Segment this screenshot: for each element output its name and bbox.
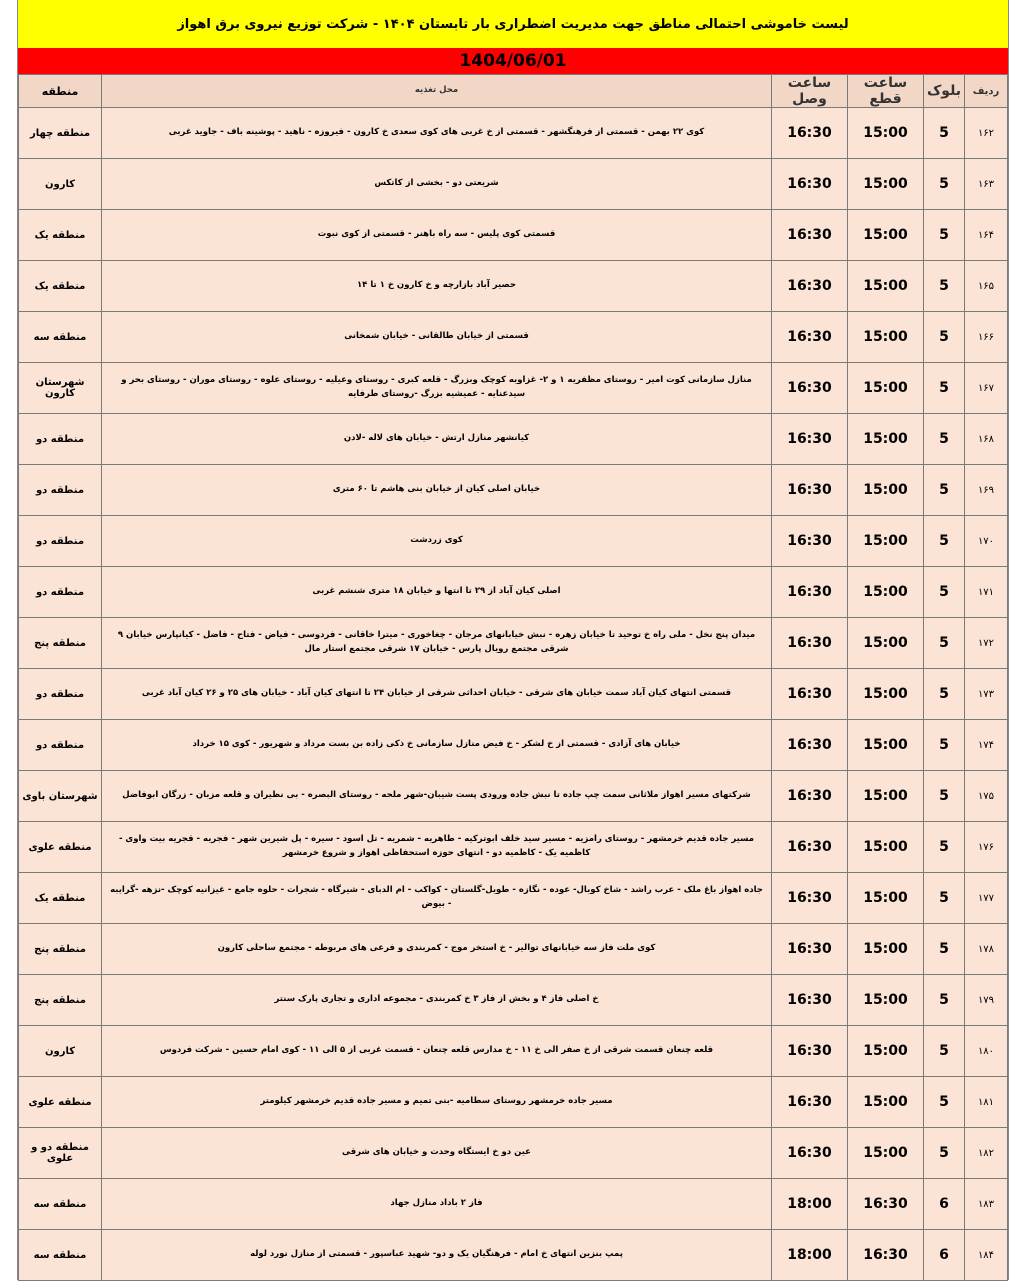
header-cut-time: ساعت قطع xyxy=(848,75,924,108)
cell-cut-time: 15:00 xyxy=(848,618,924,669)
cell-connect-time: 16:30 xyxy=(772,1026,848,1077)
cell-region: منطقه یک xyxy=(19,261,102,312)
cell-feed-location: حصیر آباد بازارچه و خ کارون خ ۱ تا ۱۴ xyxy=(102,261,772,312)
table-body xyxy=(19,108,1008,1281)
cell-block: 5 xyxy=(924,618,965,669)
cell-cut-time: 16:30 xyxy=(848,1230,924,1281)
cell-connect-time: 16:30 xyxy=(772,108,848,159)
table-row xyxy=(19,210,1008,261)
cell-row-number: ۱۸۴ xyxy=(965,1230,1008,1281)
cell-region: منطقه یک xyxy=(19,873,102,924)
cell-block: 5 xyxy=(924,312,965,363)
cell-block: 5 xyxy=(924,720,965,771)
cell-row-number: ۱۷۵ xyxy=(965,771,1008,822)
cell-block: 5 xyxy=(924,516,965,567)
cell-cut-time: 16:30 xyxy=(848,1179,924,1230)
cell-row-number: ۱۷۹ xyxy=(965,975,1008,1026)
cell-row-number: ۱۷۳ xyxy=(965,669,1008,720)
cell-connect-time: 16:30 xyxy=(772,567,848,618)
cell-row-number: ۱۷۴ xyxy=(965,720,1008,771)
cell-connect-time: 16:30 xyxy=(772,873,848,924)
cell-block: 5 xyxy=(924,363,965,414)
table-row xyxy=(19,363,1008,414)
cell-block: 5 xyxy=(924,210,965,261)
cell-cut-time: 15:00 xyxy=(848,516,924,567)
table-row xyxy=(19,261,1008,312)
cell-block: 6 xyxy=(924,1230,965,1281)
cell-region: منطقه یک xyxy=(19,210,102,261)
table-row xyxy=(19,108,1008,159)
table-row xyxy=(19,465,1008,516)
cell-row-number: ۱۶۳ xyxy=(965,159,1008,210)
cell-connect-time: 16:30 xyxy=(772,414,848,465)
cell-row-number: ۱۶۸ xyxy=(965,414,1008,465)
header-feed-location: محل تغذیه xyxy=(102,75,772,108)
table-row xyxy=(19,873,1008,924)
cell-cut-time: 15:00 xyxy=(848,567,924,618)
cell-feed-location: قسمتی کوی پلیس - سه راه باهنر - قسمتی از کوی نبوت xyxy=(102,210,772,261)
cell-row-number: ۱۶۵ xyxy=(965,261,1008,312)
cell-connect-time: 16:30 xyxy=(772,465,848,516)
table-row xyxy=(19,1128,1008,1179)
cell-region: منطقه سه xyxy=(19,1230,102,1281)
cell-connect-time: 16:30 xyxy=(772,261,848,312)
cell-connect-time: 16:30 xyxy=(772,924,848,975)
table-row xyxy=(19,516,1008,567)
cell-cut-time: 15:00 xyxy=(848,210,924,261)
cell-block: 5 xyxy=(924,465,965,516)
cell-region: منطقه علوی xyxy=(19,822,102,873)
cell-feed-location: مسیر جاده قدیم خرمشهر - روستای رامزیه - مسیر سید خلف ابوترکیه - طاهریه - شمریه - تل اسود - سیره - پل شیرین شهر - فجریه - قجریه بیت واوی - کاظمیه یک - کاظمیه دو - انتهای حوزه استحفاظی اهواز و شروع خرمشهر xyxy=(102,822,772,873)
cell-region: منطقه دو xyxy=(19,465,102,516)
date-banner: 1404/06/01 xyxy=(18,48,1008,74)
document-frame xyxy=(17,0,1009,1280)
table-row xyxy=(19,924,1008,975)
cell-feed-location: جاده اهواز باغ ملک - عرب راشد - شاخ کوبال- عوده - نگازه - طویل-گلستان - کواکب - ام الدبای - شیرگاه - شجرات - حلوه جامع - غیزانیه کوچک -نزهه -گرایبه - بیوض xyxy=(102,873,772,924)
cell-cut-time: 15:00 xyxy=(848,1077,924,1128)
table-row xyxy=(19,771,1008,822)
cell-block: 5 xyxy=(924,159,965,210)
cell-cut-time: 15:00 xyxy=(848,465,924,516)
cell-feed-location: قسمتی انتهای کیان آباد سمت خیابان های شرقی - خیابان احداثی شرقی از خیابان ۲۴ تا انتهای کیان آباد - خیابان های ۲۵ و ۲۶ کیان آباد غربی xyxy=(102,669,772,720)
cell-block: 5 xyxy=(924,975,965,1026)
cell-row-number: ۱۶۴ xyxy=(965,210,1008,261)
cell-connect-time: 16:30 xyxy=(772,771,848,822)
cell-block: 5 xyxy=(924,108,965,159)
cell-cut-time: 15:00 xyxy=(848,822,924,873)
cell-connect-time: 16:30 xyxy=(772,312,848,363)
cell-connect-time: 16:30 xyxy=(772,822,848,873)
cell-connect-time: 16:30 xyxy=(772,669,848,720)
cell-feed-location: شریعتی دو - بخشی از کاتکس xyxy=(102,159,772,210)
cell-feed-location: خیابان اصلی کیان از خیابان بنی هاشم تا ۶۰ متری xyxy=(102,465,772,516)
cell-region: منطقه پنج xyxy=(19,924,102,975)
cell-region: منطقه سه xyxy=(19,312,102,363)
table-row xyxy=(19,1026,1008,1077)
cell-row-number: ۱۶۷ xyxy=(965,363,1008,414)
cell-row-number: ۱۷۲ xyxy=(965,618,1008,669)
cell-block: 5 xyxy=(924,1026,965,1077)
cell-block: 5 xyxy=(924,1077,965,1128)
cell-row-number: ۱۶۲ xyxy=(965,108,1008,159)
cell-region: شهرستان باوی xyxy=(19,771,102,822)
cell-cut-time: 15:00 xyxy=(848,1026,924,1077)
cell-feed-location: خیابان های آزادی - قسمتی از خ لشکر - خ فیض منازل سازمانی خ ذکی زاده بن بست مرداد و شهریور - کوی ۱۵ خرداد xyxy=(102,720,772,771)
cell-region: منطقه دو xyxy=(19,669,102,720)
cell-region: منطقه علوی xyxy=(19,1077,102,1128)
table-row xyxy=(19,159,1008,210)
cell-cut-time: 15:00 xyxy=(848,159,924,210)
table-row xyxy=(19,618,1008,669)
cell-cut-time: 15:00 xyxy=(848,414,924,465)
cell-row-number: ۱۶۶ xyxy=(965,312,1008,363)
cell-region: منطقه دو xyxy=(19,516,102,567)
header-connect-time: ساعت وصل xyxy=(772,75,848,108)
cell-connect-time: 16:30 xyxy=(772,516,848,567)
table-header-row xyxy=(19,75,1008,108)
table-row xyxy=(19,312,1008,363)
table-row xyxy=(19,414,1008,465)
cell-block: 5 xyxy=(924,1128,965,1179)
cell-region: منطقه دو و علوی xyxy=(19,1128,102,1179)
cell-row-number: ۱۷۱ xyxy=(965,567,1008,618)
cell-feed-location: کیانشهر منازل ارتش - خیابان های لاله -لادن xyxy=(102,414,772,465)
cell-connect-time: 18:00 xyxy=(772,1179,848,1230)
cell-feed-location: کوی زردشت xyxy=(102,516,772,567)
cell-cut-time: 15:00 xyxy=(848,873,924,924)
cell-feed-location: عین دو خ ایستگاه وحدت و خیابان های شرقی xyxy=(102,1128,772,1179)
cell-feed-location: قسمتی از خیابان طالقانی - خیابان شمخانی xyxy=(102,312,772,363)
cell-region: منطقه پنج xyxy=(19,618,102,669)
cell-cut-time: 15:00 xyxy=(848,108,924,159)
cell-feed-location: کوی ملت فاز سه خیابانهای توالیر - خ استخر موج - کمربندی و فرعی های مربوطه - مجتمع ساحلی کارون xyxy=(102,924,772,975)
cell-block: 5 xyxy=(924,873,965,924)
page-title: لیست خاموشی احتمالی مناطق جهت مدیریت اضطراری بار تابستان ۱۴۰۴ - شرکت توزیع نیروی برق اهواز xyxy=(18,0,1008,49)
cell-region: منطقه چهار xyxy=(19,108,102,159)
cell-connect-time: 16:30 xyxy=(772,210,848,261)
cell-block: 5 xyxy=(924,924,965,975)
cell-row-number: ۱۸۰ xyxy=(965,1026,1008,1077)
cell-cut-time: 15:00 xyxy=(848,669,924,720)
table-row xyxy=(19,720,1008,771)
table-row xyxy=(19,1230,1008,1281)
header-block: بلوک xyxy=(924,75,965,108)
cell-cut-time: 15:00 xyxy=(848,771,924,822)
cell-row-number: ۱۷۸ xyxy=(965,924,1008,975)
table-row xyxy=(19,975,1008,1026)
cell-block: 5 xyxy=(924,771,965,822)
table-row xyxy=(19,669,1008,720)
table-row xyxy=(19,822,1008,873)
outage-table xyxy=(18,74,1008,1281)
header-region: منطقه xyxy=(19,75,102,108)
header-row-number: ردیف xyxy=(965,75,1008,108)
cell-block: 5 xyxy=(924,567,965,618)
cell-feed-location: میدان پنج نخل - ملی راه خ توحید تا خیابان زهره - نبش خیابانهای مرجان - چغاخوری - میترا خاقانی - فردوسی - فیاض - فتاح - فاضل - کیانپارس خیابان ۹ شرقی مجتمع رویال پارس - خیابان ۱۷ شرقی مجتمع استار مال xyxy=(102,618,772,669)
cell-region: منطقه دو xyxy=(19,414,102,465)
cell-row-number: ۱۷۶ xyxy=(965,822,1008,873)
cell-connect-time: 16:30 xyxy=(772,159,848,210)
cell-block: 5 xyxy=(924,261,965,312)
cell-feed-location: فاز ۲ باداد منازل جهاد xyxy=(102,1179,772,1230)
cell-connect-time: 16:30 xyxy=(772,618,848,669)
cell-cut-time: 15:00 xyxy=(848,363,924,414)
cell-feed-location: کوی ۲۲ بهمن - قسمتی از فرهنگشهر - قسمتی از خ غربی های کوی سعدی خ کارون - فیروزه - ناهید - پوشینه باف - جاوید غربی xyxy=(102,108,772,159)
cell-row-number: ۱۸۲ xyxy=(965,1128,1008,1179)
cell-feed-location: خ اصلی فاز ۴ و بخش از فاز ۳ خ کمربندی - مجموعه اداری و تجاری پارک سنتر xyxy=(102,975,772,1026)
cell-region: شهرستان کارون xyxy=(19,363,102,414)
table-row xyxy=(19,1179,1008,1230)
cell-cut-time: 15:00 xyxy=(848,720,924,771)
cell-cut-time: 15:00 xyxy=(848,261,924,312)
cell-connect-time: 16:30 xyxy=(772,720,848,771)
cell-region: منطقه پنج xyxy=(19,975,102,1026)
cell-connect-time: 16:30 xyxy=(772,1128,848,1179)
cell-region: منطقه سه xyxy=(19,1179,102,1230)
cell-row-number: ۱۷۷ xyxy=(965,873,1008,924)
cell-connect-time: 16:30 xyxy=(772,1077,848,1128)
cell-region: منطقه دو xyxy=(19,720,102,771)
cell-connect-time: 16:30 xyxy=(772,975,848,1026)
cell-block: 5 xyxy=(924,669,965,720)
cell-connect-time: 18:00 xyxy=(772,1230,848,1281)
cell-block: 5 xyxy=(924,822,965,873)
table-row xyxy=(19,567,1008,618)
cell-block: 6 xyxy=(924,1179,965,1230)
table-row xyxy=(19,1077,1008,1128)
cell-region: منطقه دو xyxy=(19,567,102,618)
cell-region: کارون xyxy=(19,159,102,210)
cell-cut-time: 15:00 xyxy=(848,975,924,1026)
cell-feed-location: پمپ بنزین انتهای خ امام - فرهنگیان یک و دو- شهید عباسپور - قسمتی از منازل نورد لوله xyxy=(102,1230,772,1281)
cell-cut-time: 15:00 xyxy=(848,312,924,363)
cell-cut-time: 15:00 xyxy=(848,1128,924,1179)
cell-feed-location: اصلی کیان آباد از ۲۹ تا انتها و خیابان ۱۸ متری شنشم غربی xyxy=(102,567,772,618)
cell-row-number: ۱۸۱ xyxy=(965,1077,1008,1128)
cell-region: کارون xyxy=(19,1026,102,1077)
cell-cut-time: 15:00 xyxy=(848,924,924,975)
cell-feed-location: مسیر جاده خرمشهر روستای سطامیه -بنی تمیم و مسیر جاده قدیم خرمشهر کیلومتر xyxy=(102,1077,772,1128)
cell-row-number: ۱۶۹ xyxy=(965,465,1008,516)
cell-feed-location: قلعه چنعان قسمت شرقی از خ صفر الی خ ۱۱ - خ مدارس قلعه چنعان - قسمت غربی از ۵ الی ۱۱ - کوی امام حسین - شرکت فردوس xyxy=(102,1026,772,1077)
cell-row-number: ۱۸۳ xyxy=(965,1179,1008,1230)
cell-feed-location: منازل سازمانی کوت امیر - روستای مظفریه ۱ و ۲- غزاویه کوچک وبزرگ - قلعه کبری - روستای وعیلیه - روستای علوه - روستای موران - روستای بحر و سیدعنایه - عمیشیه بزرگ -روستای طرفایه xyxy=(102,363,772,414)
cell-feed-location: شرکتهای مسیر اهواز ملاثانی سمت چپ جاده تا نبش جاده ورودی پست شیبان-شهر ملحه - روستای البصره - بی نظیران و قلعه مزبان - زرگان ابوفاضل xyxy=(102,771,772,822)
cell-connect-time: 16:30 xyxy=(772,363,848,414)
cell-block: 5 xyxy=(924,414,965,465)
cell-row-number: ۱۷۰ xyxy=(965,516,1008,567)
